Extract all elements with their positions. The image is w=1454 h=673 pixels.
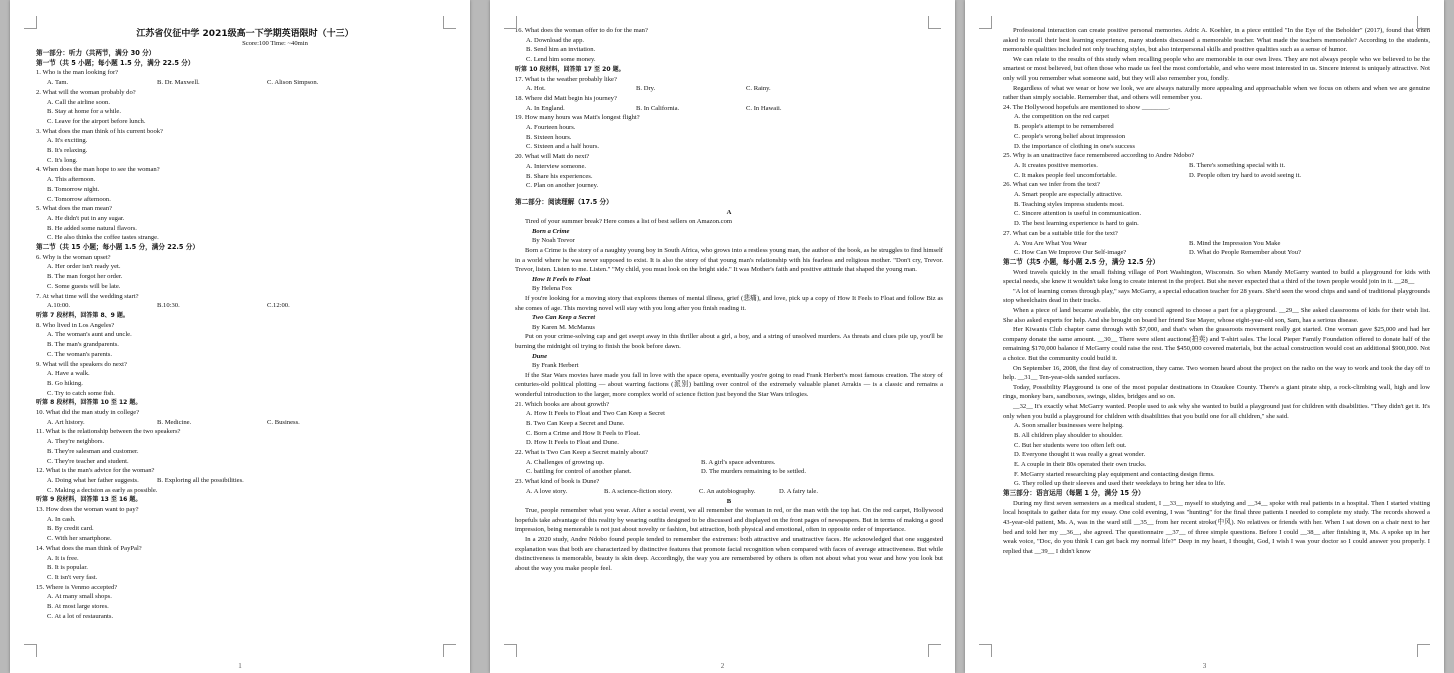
passage-intro: Tired of your summer break? Here comes a list of best sellers on Amazon.com: [525, 218, 733, 226]
answer-option: B. It is popular.: [47, 564, 88, 572]
question-stem: 13. How does the woman want to pay?: [36, 506, 139, 514]
page-3-questions: [1003, 103, 1430, 258]
question-stem: 19. How many hours was Matt's longest flight?: [515, 114, 640, 122]
passage-paragraph: On September 16, 2008, the first day of construction, they came. Two women heard about the project on the radio on the way to work and took the day off to help. __31__ Ten-year-olds sanded surfaces.: [1003, 364, 1430, 382]
answer-option: E. A couple in their 80s operated their own trucks.: [1014, 461, 1147, 469]
answer-option: C. Plan on another journey.: [526, 182, 599, 190]
answer-option: B. Stay at home for a while.: [47, 108, 121, 116]
option-row: [515, 84, 943, 94]
crop-mark: [928, 16, 941, 29]
answer-option: C. In Hawaii.: [746, 104, 782, 112]
answer-option: A. It's exciting.: [47, 137, 88, 145]
answer-option: A. Have a walk.: [47, 370, 90, 378]
answer-option: C. Try to catch some fish.: [47, 389, 115, 397]
answer-option: B. Mind the Impression You Make: [1189, 239, 1281, 247]
answer-option: C. An autobiography.: [699, 487, 756, 495]
answer-option: D. the importance of clothing in one's success: [1014, 142, 1135, 150]
answer-option: D. A fairy tale.: [779, 487, 819, 495]
score-time: Score:100 Time: ~40min: [242, 40, 308, 47]
answer-option: A. A love story.: [526, 487, 568, 495]
answer-option: C. It makes people feel uncomfortable.: [1014, 171, 1117, 179]
answer-option: A. Hot.: [526, 85, 546, 93]
question-stem: 21. Which books are about growth?: [515, 400, 609, 408]
answer-option: A. the competition on the red carpet: [1014, 113, 1110, 121]
answer-option: A. They're neighbors.: [47, 438, 105, 446]
question-stem: 22. What is Two Can Keep a Secret mainly about?: [515, 449, 648, 457]
answer-option: B. By credit card.: [47, 525, 94, 533]
answer-option: A. Art history.: [47, 418, 85, 426]
answer-option: C. Sincere attention is useful in communication.: [1014, 210, 1142, 218]
answer-option: B. Share his experiences.: [526, 172, 593, 180]
passage-label: A: [726, 208, 732, 216]
answer-option: B. Dr. Maxwell.: [157, 79, 200, 87]
answer-option: C. At a lot of restaurants.: [47, 612, 114, 620]
option-row: [515, 458, 943, 468]
question-stem: 12. What is the man's advice for the woman?: [36, 467, 155, 475]
question-stem: 14. What does the man think of PayPal?: [36, 544, 142, 552]
question-stem: 24. The Hollywood hopefuls are mentioned to show ________.: [1003, 103, 1170, 111]
answer-option: A. Challenges of growing up.: [526, 458, 605, 466]
answer-option: B. A science-fiction story.: [604, 487, 673, 495]
answer-option: A. In England.: [526, 104, 565, 112]
book-author: By Noah Trevor: [532, 237, 575, 245]
seven-choice-options: [1003, 421, 1430, 489]
option-row: [1003, 248, 1430, 258]
answer-option: B. Tomorrow night.: [47, 185, 100, 193]
listening-note: 听第 10 段材料，回答第 17 至 20 题。: [515, 65, 625, 73]
question-stem: 4. When does the man hope to see the woman?: [36, 166, 160, 174]
answer-option: B. Teaching styles impress students most.: [1014, 200, 1124, 208]
question-stem: 16. What does the woman offer to do for the man?: [515, 27, 648, 34]
answer-option: B. There's something special with it.: [1189, 161, 1286, 169]
listening-note: 听第 9 段材料，回答第 13 至 16 题。: [36, 496, 142, 504]
section-heading: 第三部分：语言运用（每题 1 分，满分 15 分）: [1003, 489, 1145, 498]
passage-paragraph: Today, Possibility Playground is one of the most popular destinations in Ozaukee County. There's a giant pirate ship, a rock-climbing wall, high and low rings, monkey bars, sandboxes, swings, slides, bridges and so on.: [1003, 383, 1430, 401]
option-row: [36, 301, 454, 311]
passage-paragraph: __32__ It's exactly what McGarry wanted. People used to ask why she wanted to build a playground just for children with disabilities. "They didn't get it. It's only when you build a playground for children with disabilities that you build one for all children," she said.: [1003, 403, 1430, 420]
section-heading: 第一部分：听力（共两节，满分 30 分）: [36, 49, 156, 57]
page-3: [965, 0, 1444, 673]
passage-paragraph: Word travels quickly in the small fishing village of Port Washington, Wisconsin. So when Mandy McGarry wanted to build a playground for kids with special needs, she knew it wouldn't take long to create interest in the project. But she never expected that a third of the town people would join in it. __28__: [1003, 268, 1430, 286]
answer-option: C. Making a decision as early as possible.: [47, 486, 158, 494]
answer-option: D. The murders remaining to be settled.: [701, 468, 806, 476]
answer-option: C.12:00.: [267, 302, 290, 310]
answer-option: A. Soon smaller businesses were helping.: [1014, 422, 1124, 430]
crop-mark: [443, 16, 456, 29]
question-stem: 18. Where did Matt begin his journey?: [515, 94, 617, 102]
question-stem: 15. Where is Venmo accepted?: [36, 583, 118, 591]
answer-option: B. Dry.: [636, 85, 656, 93]
question-stem: 2. What will the woman probably do?: [36, 88, 136, 96]
section-heading: 第二节（共 15 小题；每小题 1.5 分，满分 22.5 分）: [36, 243, 199, 252]
passage-paragraph: We can relate to the results of this study when recalling people who are memorable in our own lives. They are not always people who we believed to be the smartest or most believed, but often those who made us feel the most comfortable, and who were most interested in us. Sincere interest is uniquely attractive. Not only will you remember what someone said, but they will also remember you, fondly.: [1003, 55, 1430, 82]
answer-option: A. Smart people are especially attractive.: [1014, 191, 1123, 199]
answer-option: C. The woman's parents.: [47, 350, 112, 358]
answer-option: B. Sixteen hours.: [526, 133, 572, 141]
answer-option: A. It creates positive memories.: [1014, 161, 1098, 169]
passage-paragraph: True, people remember what you wear. After a social event, we all remember the woman in red, or the man with the top hat. On the red carpet, Hollywood hopefuls take advantage of this reality by wearing outfits designed to be discussed and displayed on the front pages of newspapers. But in terms of making a good impression, being memorable is not just about novelty or fashion, but attraction, both physical and emotional, often in opposite order of importance.: [515, 507, 943, 534]
crop-mark: [979, 16, 992, 29]
answer-option: B. They're salesman and customer.: [47, 447, 139, 455]
answer-option: C. battling for control of another planet.: [526, 468, 632, 476]
book-description: Born a Crime is the story of a naughty young boy in South Africa, who grows into a restless young man, the author of the book, as he struggles to find himself in a world where he was never supposed to exist. It is also the story of that young man's relationship with his fearless and religious mother. "Don't cry, Trevor. Trevor, listen. Listen to me. Listen." "My child, you must look on the bright side." It was Mother's faith and positive attitude that shaped the young man.: [515, 247, 943, 274]
answer-option: B. At most large stores.: [47, 603, 109, 611]
page-2: [490, 0, 955, 673]
crop-mark: [1417, 644, 1430, 657]
exam-title: 江苏省仪征中学 2021级高一下学期英语限时（十三）: [136, 29, 354, 39]
passage-paragraph: Regardless of what we wear or how we look, we are always naturally more appealing and approachable when we focus on others and when we are genuine rather than simply sociable. Remember that, and others will remember you.: [1003, 84, 1430, 102]
option-row: [515, 487, 943, 497]
page-number: 1: [238, 662, 242, 670]
section-heading: 第二节（共5 小题，每小题 2.5 分，满分 12.5 分）: [1003, 258, 1160, 266]
answer-option: C. Alison Simpson.: [267, 79, 319, 87]
question-stem: 23. What kind of book is Dune?: [515, 478, 600, 486]
question-stem: 10. What did the man study in college?: [36, 409, 140, 417]
answer-option: A. Download the app.: [526, 36, 585, 44]
option-row: [36, 78, 454, 88]
answer-option: B. It's relaxing.: [47, 147, 88, 155]
question-stem: 11. What is the relationship between the two speakers?: [36, 428, 181, 436]
answer-option: B. people's attempt to be remembered: [1014, 123, 1114, 131]
answer-option: C. But her students were too often left out.: [1014, 441, 1127, 449]
answer-option: C. Some guests will be late.: [47, 282, 121, 290]
option-row: [1003, 171, 1430, 181]
answer-option: C. How Can We Improve Our Self-image?: [1014, 249, 1127, 257]
crop-mark: [24, 16, 37, 29]
crop-mark: [504, 644, 517, 657]
answer-option: A. This afternoon.: [47, 176, 96, 184]
page-2-listening: [515, 26, 943, 191]
answer-option: A. Fourteen hours.: [526, 124, 576, 132]
answer-option: D. The best learning experience is hard to gain.: [1014, 220, 1139, 228]
option-row: [36, 476, 454, 486]
crop-mark: [24, 644, 37, 657]
answer-option: A.10:00.: [47, 302, 71, 310]
question-stem: 25. Why is an unattractive face remembered according to Andre Ndobo?: [1003, 152, 1195, 160]
answer-option: C. With her smartphone.: [47, 535, 112, 543]
answer-option: C. Leave for the airport before lunch.: [47, 117, 146, 125]
answer-option: A. How It Feels to Float and Two Can Keep a Secret: [526, 410, 665, 418]
page-number: 3: [1202, 662, 1207, 670]
option-row: [515, 467, 943, 477]
question-stem: 3. What does the man think of his current book?: [36, 127, 163, 135]
answer-option: A. The woman's aunt and uncle.: [47, 331, 132, 339]
passage-paragraph: Her Kiwanis Club chapter came through with $7,000, and that's when the grassroots movement really got started. One woman gave $25,000 and had her company donate the same amount. __30__ There were silent auctions(拍卖) and T-shirt sales. The local Pieper Family Foundation offered to donate half of the remaining $170,000 balance if McGarry could raise the rest. The $450,000 covered materials, but the actual construction would cost an additional $900,000. Not a choice. But the community could build it.: [1003, 326, 1430, 363]
answer-option: C. Business.: [267, 418, 300, 426]
option-row: [515, 104, 943, 114]
answer-option: C. It isn't very fast.: [47, 573, 98, 581]
question-stem: 7. At what time will the wedding start?: [36, 292, 139, 300]
answer-option: B. The man forgot her order.: [47, 273, 123, 281]
question-stem: 27. What can be a suitable title for the text?: [1003, 229, 1118, 237]
answer-option: D. People often try hard to avoid seeing it.: [1189, 171, 1302, 179]
section-heading: 第二部分：阅读理解（17.5 分）: [515, 197, 613, 206]
answer-option: B. A girl's space adventures.: [701, 458, 776, 466]
passage-paragraph: Professional interaction can create positive personal memories. Adric A. Koehler, in a piece entitled "In the Eye of the Beholder" (2017), found that when asked to recall their best learning experience, many students discussed a memorable teacher. What made the teachers memorable? According to the students, memorable qualities included not only teaching styles, but also interpersonal skills and positive qualities such as a sense of humor.: [1003, 27, 1430, 54]
question-stem: 5. What does the man mean?: [36, 205, 113, 213]
cloze-passage: During my first seven semesters as a medical student, I __33__ myself to studying and __34__ spoke with real patients in a hospital. Then I started visiting local hospitals to gather data for my essay. One cold evening, I was "hunting" for the final three patients I needed to complete my study. The records showed a 43-year-old patient, Ms. A, was in the ward still __35__ from her recent stroke(中风). No relatives or friends with her. When I sat down on a chair next to her bed and told her my __36__, she agreed. The questionnaire __37__ of three simple questions. Before I could __38__ after finishing it, Ms. A spoke up in her weak voice, "Doc, do you think I can get back my normal life?" Deep in my heart, I thought, God, I wish I was your doctor so I could answer you properly. I replied that __39__ I didn't know: [1003, 499, 1430, 555]
answer-option: A. In cash.: [47, 515, 76, 523]
crop-mark: [928, 644, 941, 657]
crop-mark: [979, 644, 992, 657]
option-row: [1003, 239, 1430, 249]
question-stem: 20. What will Matt do next?: [515, 153, 590, 161]
page-number: 2: [720, 662, 725, 670]
book-author: By Helena Fox: [532, 285, 572, 293]
answer-option: C. Tomorrow afternoon.: [47, 195, 111, 203]
book-title: Born a Crime: [532, 227, 570, 235]
book-author: By Karen M. McManus: [532, 323, 595, 331]
answer-option: A. You Are What You Wear: [1014, 239, 1087, 247]
page-1: [10, 0, 470, 673]
book-description: Put on your crime-solving cap and get swept away in this thriller about a girl, a boy, and a string of unsolved murders. As threats and clues pile up, you'll be burning the midnight oil trying to finish the book before dawn.: [515, 333, 943, 350]
crop-mark: [443, 644, 456, 657]
answer-option: B. The man's grandparents.: [47, 341, 119, 349]
answer-option: B.10:30.: [157, 302, 180, 310]
answer-option: C. Born a Crime and How It Feels to Float.: [526, 429, 641, 437]
answer-option: C. They're teacher and student.: [47, 457, 129, 465]
answer-option: D. How It Feels to Float and Dune.: [526, 439, 619, 447]
book-title: Dune: [532, 352, 548, 360]
page-2-questions: [515, 400, 943, 497]
book-author: By Frank Herbert: [532, 362, 579, 370]
book-description: If you're looking for a moving story that explores themes of mental illness, grief (悲痛), and love, pick up a copy of How It Feels to Float and follow Biz as she comes of age. This moving novel will stay with you long after you finish reading it.: [515, 295, 943, 312]
answer-option: A. At many small shops.: [47, 593, 112, 601]
answer-option: D. What do People Remember about You?: [1189, 249, 1301, 257]
answer-option: A. Doing what her father suggests.: [47, 476, 139, 484]
answer-option: B. Go hiking.: [47, 379, 83, 387]
answer-option: B. In California.: [636, 104, 680, 112]
option-row: [36, 418, 454, 428]
question-stem: 9. What will the speakers do next?: [36, 360, 127, 368]
answer-option: D. Everyone thought it was really a great wonder.: [1014, 451, 1146, 459]
answer-option: C. Rainy.: [746, 85, 771, 93]
question-stem: 8. Who lived in Los Angeles?: [36, 321, 115, 329]
answer-option: A. Call the airline soon.: [47, 98, 110, 106]
answer-option: B. Exploring all the possibilities.: [157, 476, 244, 484]
question-stem: 17. What is the weather probably like?: [515, 75, 617, 83]
crop-mark: [1417, 16, 1430, 29]
answer-option: G. They rolled up their sleeves and used their weekdays to bring her idea to life.: [1014, 480, 1226, 488]
answer-option: A. It is free.: [47, 554, 79, 562]
answer-option: C. It's long.: [47, 156, 78, 164]
passage-paragraph: "A lot of learning comes through play," says McGarry, a special education teacher for 28 years. She'd seen the wood chips and sand of traditional playgrounds stop wheelchairs dead in their tracks.: [1003, 287, 1430, 305]
answer-option: C. Sixteen and a half hours.: [526, 143, 600, 151]
book-title: Two Can Keep a Secret: [532, 314, 596, 322]
question-stem: 6. Why is the woman upset?: [36, 253, 111, 261]
book-description: If the Star Wars movies have made you fall in love with the space opera, eventually you're going to read Frank Herbert's most famous creation. The story of centuries-old political plotting — about warring factions (派别) battling over control of the extremely valuable planet Arrakis — is a classic and remains a wonderful introduction to the larger, more complex world of science fiction just beyond the Star Wars trilogies.: [515, 371, 943, 398]
listening-note: 听第 7 段材料，回答第 8、9 题。: [36, 311, 129, 319]
answer-option: C. people's wrong belief about impression: [1014, 132, 1126, 140]
answer-option: A. He didn't put in any sugar.: [47, 214, 125, 222]
answer-option: A. Interview someone.: [526, 162, 587, 170]
page-1-body: [36, 49, 454, 621]
answer-option: B. Send him an invitation.: [526, 46, 596, 54]
passage-label: B: [726, 497, 732, 505]
answer-option: A. Her order isn't ready yet.: [47, 263, 121, 271]
answer-option: B. Two Can Keep a Secret and Dune.: [526, 419, 625, 427]
section-heading: 第一节（共 5 小题；每小题 1.5 分，满分 22.5 分）: [36, 58, 195, 67]
answer-option: B. All children play shoulder to shoulder.: [1014, 431, 1123, 439]
question-stem: 26. What can we infer from the text?: [1003, 181, 1100, 189]
option-row: [1003, 161, 1430, 171]
passage-paragraph: In a 2020 study, Andre Ndobo found people tended to remember the extremes: both attractive and unattractive faces. He acknowledged that one suggested explanation was that both are characterized by distinctive features that promote facial recognition when compared with faces of average attractiveness. But while distinctiveness is memorable, beauty is skin deep. Accordingly, the way you are remembered by others is often not about what you wear and how you look but about the way you make people feel.: [515, 535, 943, 572]
listening-note: 听第 8 段材料，回答第 10 至 12 题。: [36, 399, 142, 407]
question-stem: 1. Who is the man looking for?: [36, 69, 119, 77]
answer-option: B. He added some natural flavors.: [47, 224, 137, 232]
answer-option: F. McGarry started researching play equipment and contacting design firms.: [1014, 470, 1215, 478]
answer-option: B. Medicine.: [157, 418, 192, 426]
answer-option: C. He also thinks the coffee tastes strange.: [47, 234, 159, 242]
answer-option: C. Lend him some money.: [526, 56, 596, 64]
book-title: How It Feels to Float: [532, 275, 591, 283]
answer-option: A. Tam.: [47, 79, 69, 87]
crop-mark: [504, 16, 517, 29]
passage-paragraph: When a piece of land became available, the city council agreed to choose a part for a playground. __29__ She asked classrooms of kids for their wish list. She also asked experts for help. And she brought on board her friend Sue Mayer, whose eight-year-old son, Sam, has a serious disease.: [1003, 307, 1430, 324]
